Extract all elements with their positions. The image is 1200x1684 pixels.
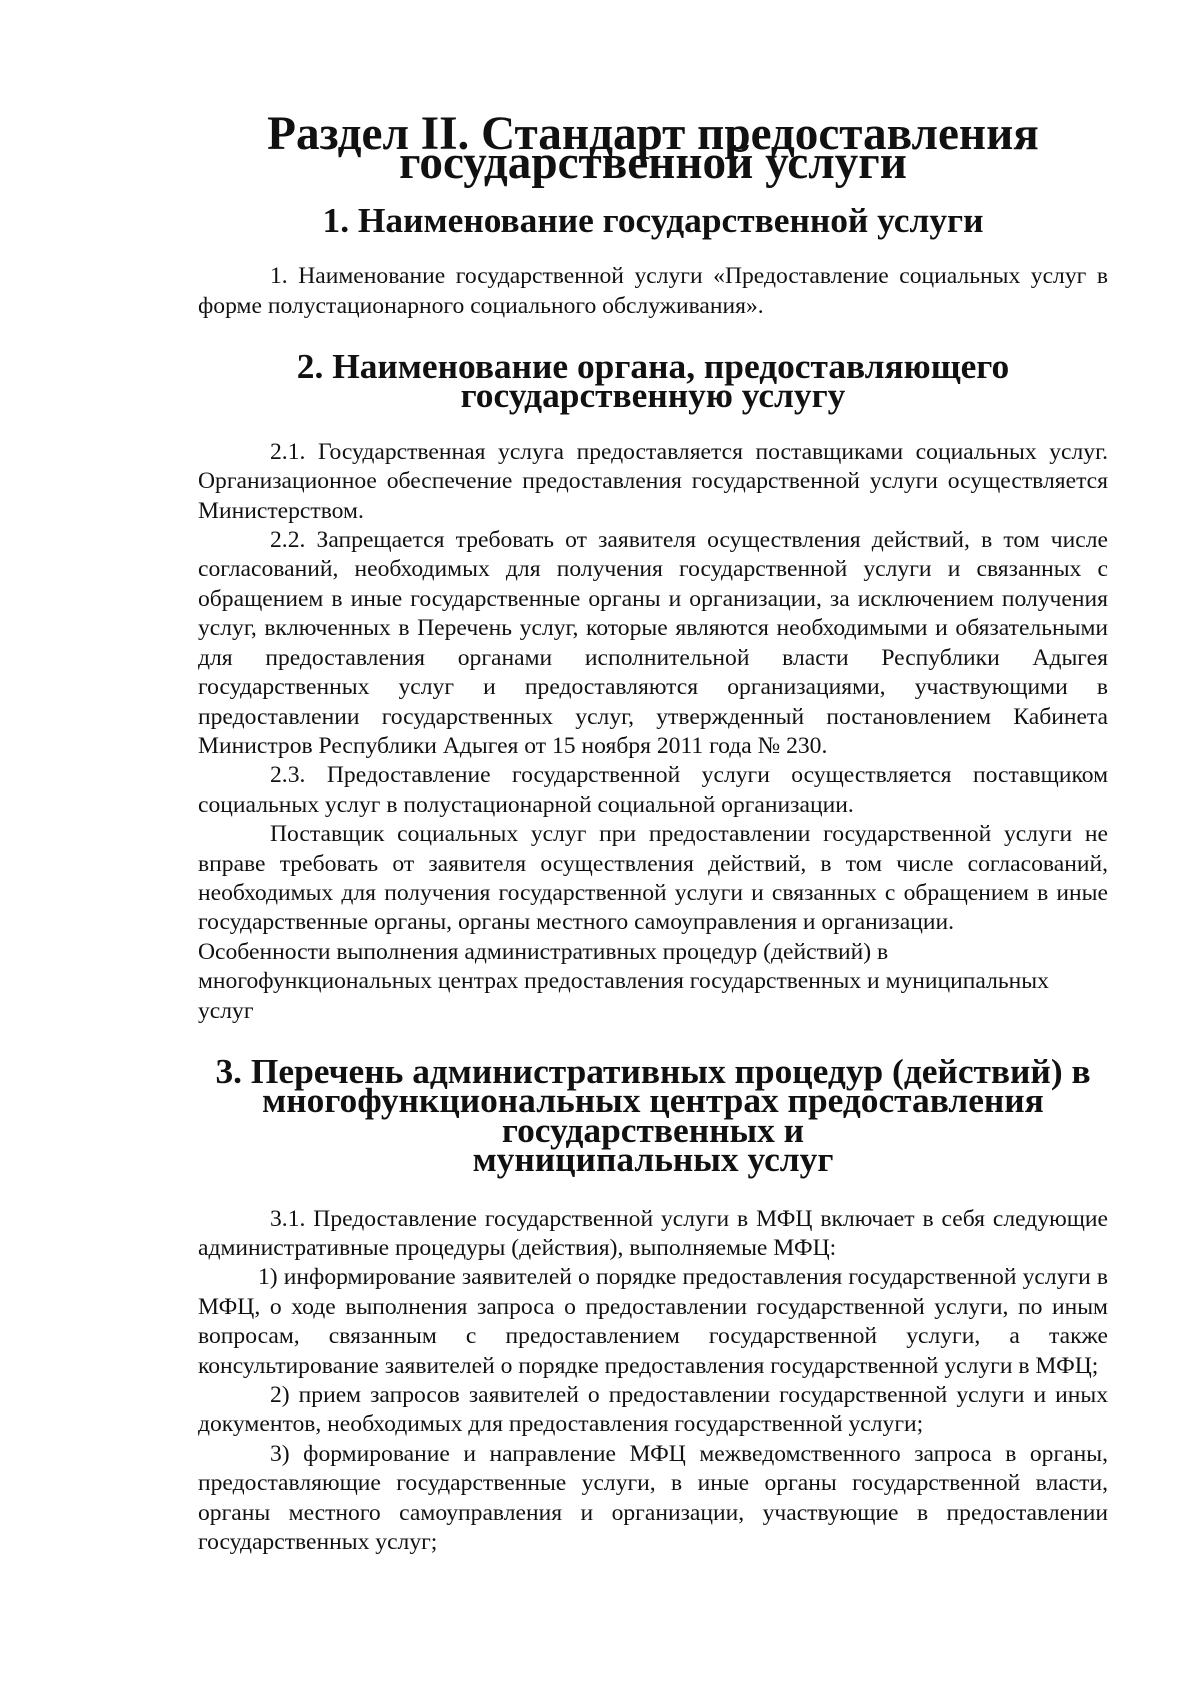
heading-1: 1. Наименование государственной услуги [322, 199, 984, 240]
list-item-2: 2) прием запросов заявителей о предоставлении государственной услуги и иных документов, необходимых для предоставления государственной услуги; [198, 1382, 1108, 1438]
list-item-1: 1) информирование заявителей о порядке предоставления государственной услуги в МФЦ, о ходе выполнения запроса о предоставлении государственной услуги, по иным вопросам, связанным с предоставлением государственной услуги, а также консультирование заявителей о порядке предоставления государственной услуги в МФЦ; [198, 1264, 1108, 1379]
paragraph-2-3: 2.3. Предоставление государственной услуги осуществляется поставщиком социальных услуг в полустационарной социальной организации. [198, 762, 1108, 818]
heading-3-line-3: муниципальных услуг [472, 1139, 834, 1180]
heading-2: 2. Наименование органа, предоставляющего государственную услугу [296, 346, 1010, 416]
paragraph-1: 1. Наименование государственной услуги «Предоставление социальных услуг в форме полустационарного социального обслуживания». [198, 263, 1108, 319]
heading-3-line-2: многофункциональных центрах предоставления государственных и [262, 1080, 1044, 1150]
heading-3 [198, 1050, 1108, 1180]
list-item-3: 3) формирование и направление МФЦ межведомственного запроса в органы, предоставляющие государственные услуги, в иные органы государственной власти, органы местного самоуправления и организации, участвующие в предоставлении государственных услуг; [198, 1440, 1108, 1556]
section-title: Раздел II. Стандарт предоставления государственной услуги [267, 108, 1039, 190]
paragraph-mfc-features: Особенности выполнения административных процедур (действий) в многофункциональных центрах предоставления государственных и муниципальных услуг [198, 938, 1049, 1024]
paragraph-3-1: 3.1. Предоставление государственной услуги в МФЦ включает в себя следующие административные процедуры (действия), выполняемые МФЦ: [198, 1205, 1108, 1261]
document-body [198, 108, 1108, 1557]
heading-3-line-1: 3. Перечень административных процедур (действий) в [215, 1050, 1091, 1091]
paragraph-2-1: 2.1. Государственная услуга предоставляется поставщиками социальных услуг. Организационное обеспечение предоставления государственной услуги осуществляется Министерством. [198, 438, 1108, 524]
paragraph-2-4: Поставщик социальных услуг при предоставлении государственной услуги не вправе требовать от заявителя осуществления действий, в том числе согласований, необходимых для получения государственной услуги и связанных с обращением в иные государственные органы, органы местного самоуправления и организации. [198, 821, 1108, 936]
paragraph-2-2: 2.2. Запрещается требовать от заявителя осуществления действий, в том числе согласований, необходимых для получения государственной услуги и связанных с обращением в иные государственные органы и организации, за исключением получения услуг, включенных в Перечень услуг, которые являются необходимыми и обязательными для предоставления органами исполнительной власти Республики Адыгея государственных услуг и предоставляются организациями, участвующими в предоставлении государственных услуг, утвержденный постановлением Кабинета Министров Республики Адыгея от 15 ноября 2011 года № 230. [198, 527, 1108, 759]
